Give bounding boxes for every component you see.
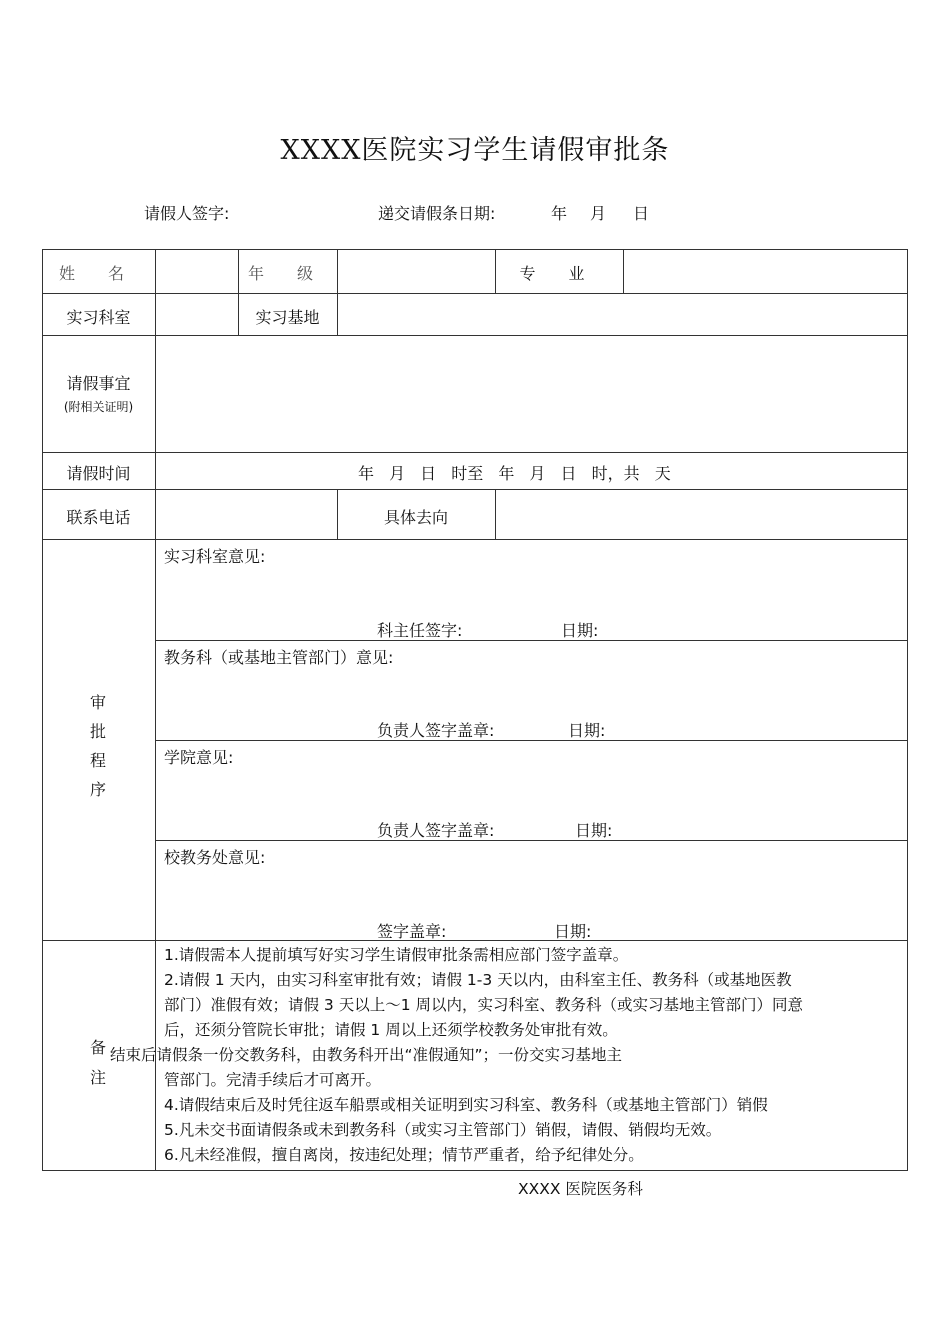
note-6: 6.凡未经准假，擅自离岗，按违纪处理；情节严重者，给予纪律处分。 <box>164 1146 644 1164</box>
submit-date-label: 递交请假条日期: <box>378 204 496 223</box>
matter-label: 请假事宜 <box>66 374 131 393</box>
remarks-label-char-2: 注 <box>90 1068 107 1087</box>
dept-opinion-label: 实习科室意见: <box>164 547 266 566</box>
edu-opinion-label: 教务科（或基地主管部门）意见: <box>164 648 394 667</box>
form-title: XXXX医院实习学生请假审批条 <box>280 135 670 166</box>
edu-sign-label: 负责人签字盖章: <box>377 721 495 740</box>
submit-date-year: 年 <box>551 204 568 223</box>
college-sign-label: 负责人签字盖章: <box>377 821 495 840</box>
note-3-cont: 管部门。完清手续后才可离开。 <box>164 1071 382 1089</box>
grade-field[interactable] <box>338 250 494 293</box>
applicant-signature-label: 请假人签字: <box>144 204 230 223</box>
approval-label-char-1: 审 <box>90 693 107 712</box>
major-label <box>495 261 623 284</box>
college-date-label: 日期: <box>575 821 613 840</box>
note-3: 结束后请假条一份交教务科，由教务科开出“准假通知”；一份交实习基地主 <box>110 1046 623 1064</box>
name-field[interactable] <box>156 250 237 293</box>
school-date-label: 日期: <box>554 922 592 941</box>
note-1: 1.请假需本人提前填写好实习学生请假审批条需相应部门签字盖章。 <box>164 946 629 964</box>
footer-department: XXXX 医院医务科 <box>518 1180 643 1198</box>
phone-label: 联系电话 <box>66 508 131 527</box>
destination-label: 具体去向 <box>383 508 448 527</box>
approval-label <box>90 688 106 804</box>
grade-label <box>238 261 337 284</box>
approval-label-char-3: 程 <box>90 751 107 770</box>
dept-date-label: 日期: <box>561 621 599 640</box>
grade-label-text: 年 级 <box>247 264 328 283</box>
base-field[interactable] <box>338 294 907 335</box>
note-2: 2.请假 1 天内，由实习科室审批有效；请假 1-3 天以内，由科室主任、教务科（或基地医教 <box>164 971 792 989</box>
approval-label-char-4: 序 <box>90 780 107 799</box>
name-label <box>42 261 155 284</box>
remarks-label-char-1: 备 <box>90 1038 107 1057</box>
time-value[interactable]: 年 月 日 时至 年 月 日 时，共 天 <box>358 464 671 483</box>
note-2-cont-a: 部门）准假有效；请假 3 天以上～1 周以内，实习科室、教务科（或实习基地主管部门）同意 <box>164 996 804 1014</box>
matter-field[interactable] <box>156 336 907 452</box>
dept-field[interactable] <box>156 294 237 335</box>
note-5: 5.凡未交书面请假条或未到教务科（或实习主管部门）销假，请假、销假均无效。 <box>164 1121 722 1139</box>
note-4: 4.请假结束后及时凭往返车船票或相关证明到实习科室、教务科（或基地主管部门）销假 <box>164 1096 768 1114</box>
remarks-label <box>90 1033 106 1093</box>
phone-field[interactable] <box>156 490 337 539</box>
dept-sign-label: 科主任签字: <box>377 621 463 640</box>
approval-label-char-2: 批 <box>90 722 107 741</box>
time-label: 请假时间 <box>66 464 131 483</box>
destination-field[interactable] <box>496 490 907 539</box>
base-label: 实习基地 <box>255 308 320 327</box>
major-label-text: 专 业 <box>519 264 599 283</box>
college-opinion-label: 学院意见: <box>164 748 234 767</box>
submit-date-month: 月 <box>590 204 607 223</box>
dept-label: 实习科室 <box>66 308 131 327</box>
edu-date-label: 日期: <box>568 721 606 740</box>
school-opinion-label: 校教务处意见: <box>164 848 266 867</box>
matter-note: (附相关证明) <box>63 400 134 414</box>
major-field[interactable] <box>624 250 907 293</box>
note-2-cont-b: 后，还须分管院长审批；请假 1 周以上还须学校教务处审批有效。 <box>164 1021 618 1039</box>
name-label-text: 姓 名 <box>58 264 139 283</box>
school-sign-label: 签字盖章: <box>377 922 447 941</box>
submit-date-day: 日 <box>633 204 650 223</box>
